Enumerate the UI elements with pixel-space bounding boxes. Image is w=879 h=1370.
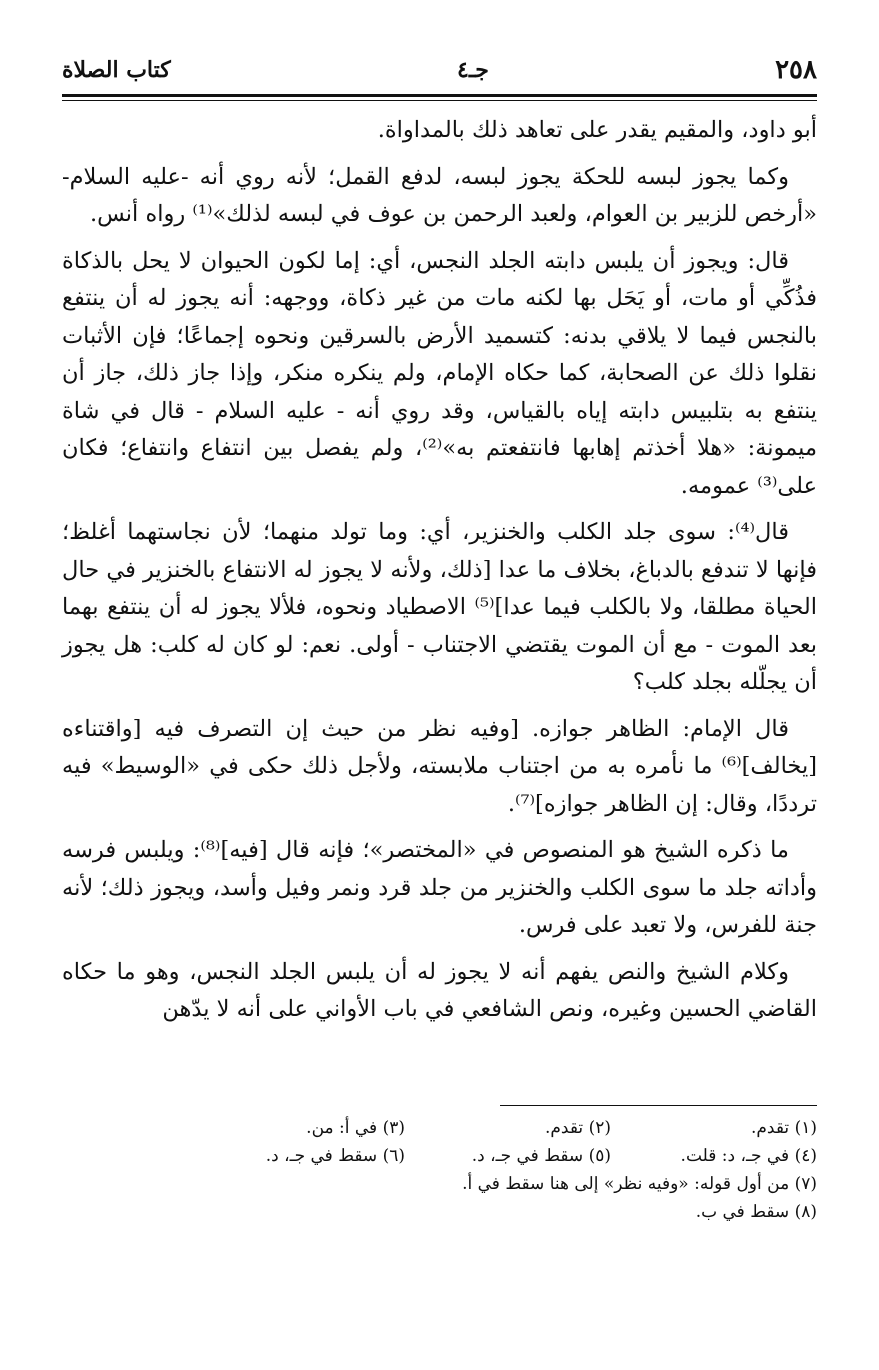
footnote: (٨) سقط في ب. <box>695 1202 817 1222</box>
paragraph: أبو داود، والمقيم يقدر على تعاهد ذلك بالمداواة. <box>377 117 817 143</box>
page-header <box>62 46 817 94</box>
footnote-row <box>140 1170 817 1198</box>
header-rule-thick <box>62 94 817 97</box>
footnote: (٥) سقط في جـ، د. <box>471 1146 611 1166</box>
volume-label: جـ٤ <box>456 57 489 83</box>
footnote: (٢) تقدم. <box>544 1118 611 1138</box>
header-rule-thin <box>62 100 817 101</box>
footnote: (٦) سقط في جـ، د. <box>265 1146 405 1166</box>
footnote: (٤) في جـ، د: قلت. <box>680 1146 817 1166</box>
footnote: (٧) من أول قوله: «وفيه نظر» إلى هنا سقط في أ. <box>462 1174 817 1194</box>
footnote: (١) تقدم. <box>750 1118 817 1138</box>
footnotes <box>140 1114 817 1226</box>
paragraph: قال⁽⁴⁾: سوى جلد الكلب والخنزير، أي: وما تولد منهما؛ لأن نجاستهما أغلظ؛ فإنها لا تندفع بالدباغ، بخلاف ما عدا [ذلك، ولأنه لا يجوز له الانتفاع بالخنزير في حال الحياة مطلقا، ولا بالكلب فيما عدا]⁽⁵⁾ الاصطياد ونحوه، فلألا يجوز له أن ينتفع بهما بعد الموت - مع أن الموت يقتضي الاجتناب - أولى. نعم: لو كان له كلب: هل يجوز أن يجلّله بجلد كلب؟ <box>62 519 817 695</box>
book-title: كتاب الصلاة <box>62 57 171 83</box>
footnote-divider <box>500 1105 817 1106</box>
paragraph: قال الإمام: الظاهر جوازه. [وفيه نظر من حيث إن التصرف فيه [واقتناءه [يخالف]⁽⁶⁾ ما نأمره به من اجتناب ملابسته، ولأجل ذلك حكى في «الوسيط» فيه ترددًا، وقال: إن الظاهر جوازه]⁽⁷⁾. <box>62 715 817 817</box>
footnote-row <box>140 1114 817 1142</box>
page-number: ٢٥٨ <box>775 55 817 85</box>
footnote: (٣) في أ: من. <box>306 1118 405 1138</box>
footnote-row <box>140 1142 817 1170</box>
main-text <box>62 112 817 1038</box>
paragraph: وكما يجوز لبسه للحكة يجوز لبسه، لدفع القمل؛ لأنه روي أنه -عليه السلام- «أرخص للزبير بن العوام، ولعبد الرحمن بن عوف في لبسه لذلك»⁽¹⁾ رواه أنس. <box>62 163 817 227</box>
paragraph: ما ذكره الشيخ هو المنصوص في «المختصر»؛ فإنه قال [فيه]⁽⁸⁾: ويلبس فرسه وأداته جلد ما سوى الكلب والخنزير من جلد قرد ونمر وفيل وأسد، ويجوز ذلك؛ لأنه جنة للفرس، ولا تعبد على فرس. <box>62 837 817 938</box>
footnote-row <box>140 1198 817 1226</box>
paragraph: وكلام الشيخ والنص يفهم أنه لا يجوز له أن يلبس الجلد النجس، وهو ما حكاه القاضي الحسين وغيره، ونص الشافعي في باب الأواني على أنه لا يدّهن <box>62 958 817 1022</box>
paragraph: قال: ويجوز أن يلبس دابته الجلد النجس، أي: إما لكون الحيوان لا يحل بالذكاة فذُكِّي أو مات، أو يَحَل بها لكنه مات من غير ذكاة، ووجهه: أنه يجوز له أن ينتفع بالنجس فيما لا يلاقي بدنه: كتسميد الأرض بالسرقين ونحوه إجماعًا؛ فإن الأثبات نقلوا ذلك عن الصحابة، كما حكاه الإمام، ولم ينكره منكر، وإذا جاز ذلك، جاز أن ينتفع به بتلبيس دابته إياه بالقياس، وقد روي أنه - عليه السلام - قال في شاة ميمونة: «هلا أخذتم إهابها فانتفعتم به»⁽²⁾، ولم يفصل بين انتفاع وانتفاع؛ فكان على⁽³⁾ عمومه. <box>62 247 817 499</box>
